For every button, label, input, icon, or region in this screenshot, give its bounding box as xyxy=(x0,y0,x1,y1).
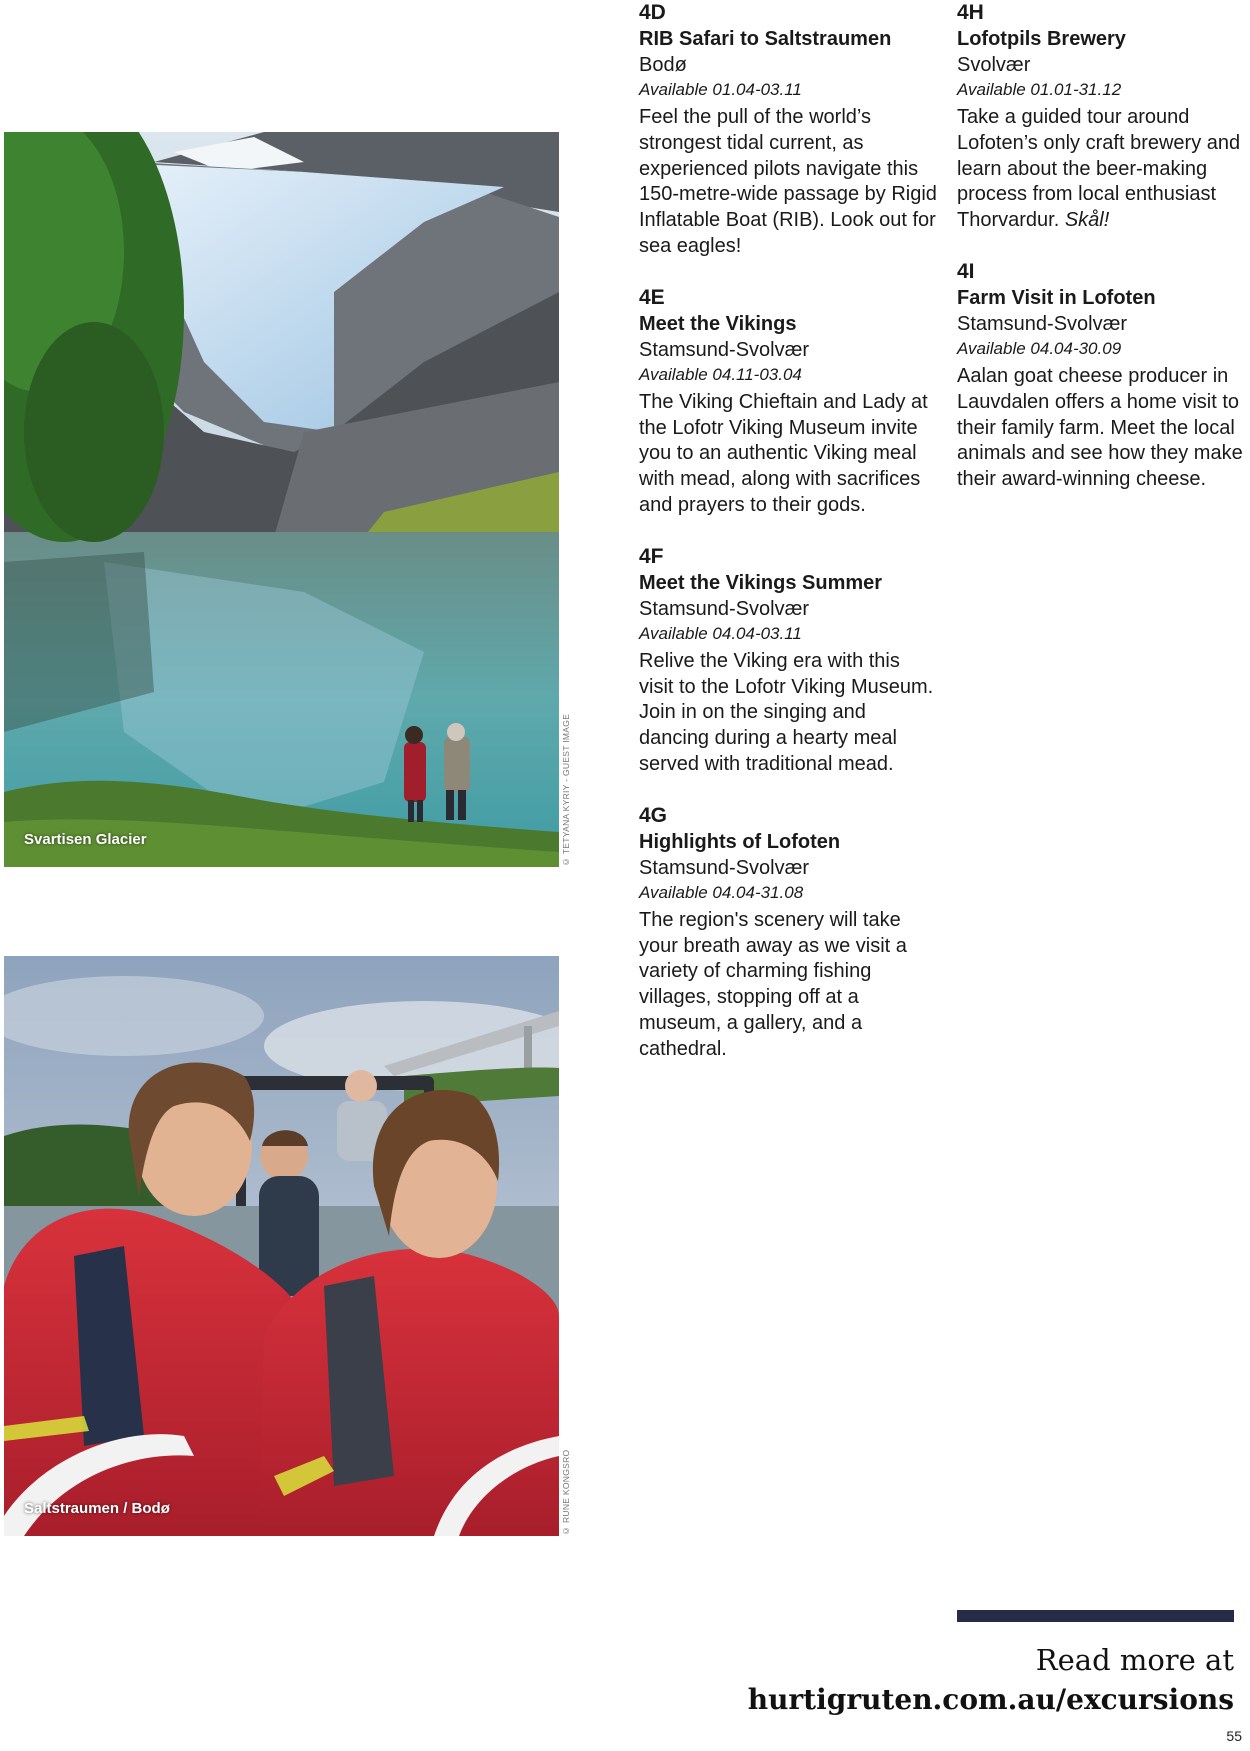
excursion-code: 4I xyxy=(957,259,975,283)
excursion-code: 4F xyxy=(639,544,664,568)
excursion-availability: Available 01.01-31.12 xyxy=(957,80,1122,99)
excursion-code: 4E xyxy=(639,285,665,309)
excursion-location: Svolvær xyxy=(957,54,1031,76)
read-more-block xyxy=(748,1640,1234,1720)
excursion-description xyxy=(957,105,1250,234)
photo-caption: Saltstraumen / Bodø xyxy=(24,1500,170,1517)
excursion-title: Lofotpils Brewery xyxy=(957,28,1126,50)
excursion-title: Farm Visit in Lofoten xyxy=(957,286,1156,309)
excursion-item xyxy=(957,259,1250,493)
excursion-description-text: Take a guided tour around Lofoten’s only craft brewery and learn about the beer-making process from local enthusiast Thorvardur. xyxy=(957,106,1241,232)
excursion-item xyxy=(639,0,939,260)
excursion-description: Aalan goat cheese producer in Lauvdalen offers a home visit to their family farm. Meet the local animals and see how they make their award-winning cheese. xyxy=(957,364,1243,491)
page-number: 55 xyxy=(1226,1728,1242,1744)
photo-caption: Svartisen Glacier xyxy=(24,831,147,848)
excursion-location: Stamsund-Svolvær xyxy=(639,597,810,620)
excursion-title: Meet the Vikings xyxy=(639,312,797,335)
excursion-availability: Available 04.11-03.04 xyxy=(639,364,802,384)
excursion-description: Relive the Viking era with this visit to the Lofotr Viking Museum. Join in on the singing and dancing during a hearty meal served with traditional mead. xyxy=(639,649,934,775)
excursion-availability: Available 01.04-03.11 xyxy=(639,80,802,99)
excursion-location: Stamsund-Svolvær xyxy=(957,312,1128,335)
excursion-description-emphasis: Skål! xyxy=(1064,209,1110,232)
excursion-item xyxy=(639,544,939,778)
excursion-availability: Available 04.04-03.11 xyxy=(639,623,802,643)
excursion-availability: Available 04.04-30.09 xyxy=(957,338,1122,358)
excursion-item xyxy=(957,0,1250,234)
excursion-availability: Available 04.04-31.08 xyxy=(639,882,804,902)
excursion-code: 4D xyxy=(639,1,666,24)
excursion-description: The Viking Chieftain and Lady at the Lofotr Viking Museum invite you to an authentic Viking meal with mead, along with sacrifices and prayers to their gods. xyxy=(639,390,928,516)
photo-credit: © RUNE KONGSRO xyxy=(561,1449,571,1536)
footer-accent-bar xyxy=(957,1610,1234,1622)
photo-svartisen-glacier xyxy=(4,132,559,867)
excursion-item xyxy=(639,803,939,1063)
excursion-location: Bodø xyxy=(639,54,687,76)
excursion-title: RIB Safari to Saltstraumen xyxy=(639,28,892,50)
read-more-label: Read more at xyxy=(1035,1643,1234,1677)
photo-credit: © TETYANA KYRIY - GUEST IMAGE xyxy=(561,713,571,867)
photo-saltstraumen xyxy=(4,956,559,1536)
excursion-code: 4H xyxy=(957,1,984,24)
excursion-code: 4G xyxy=(639,803,668,827)
excursions-url-link[interactable]: hurtigruten.com.au/excursions xyxy=(747,1683,1234,1716)
excursions-column-2 xyxy=(957,0,1250,518)
excursion-title: Highlights of Lofoten xyxy=(639,830,841,853)
excursion-location: Stamsund-Svolvær xyxy=(639,856,810,879)
excursion-location: Stamsund-Svolvær xyxy=(639,338,810,361)
excursion-title: Meet the Vikings Summer xyxy=(639,571,883,594)
excursions-column-1 xyxy=(639,0,939,1088)
excursion-description: Feel the pull of the world’s strongest tidal current, as experienced pilots navigate this 150-metre-wide passage by Rigid Inflatable Boat (RIB). Look out for sea eagles! xyxy=(639,106,937,257)
excursion-item xyxy=(639,285,939,519)
excursion-description: The region's scenery will take your breath away as we visit a variety of charming fishing villages, stopping off at a museum, a gallery, and a cathedral. xyxy=(639,908,907,1060)
